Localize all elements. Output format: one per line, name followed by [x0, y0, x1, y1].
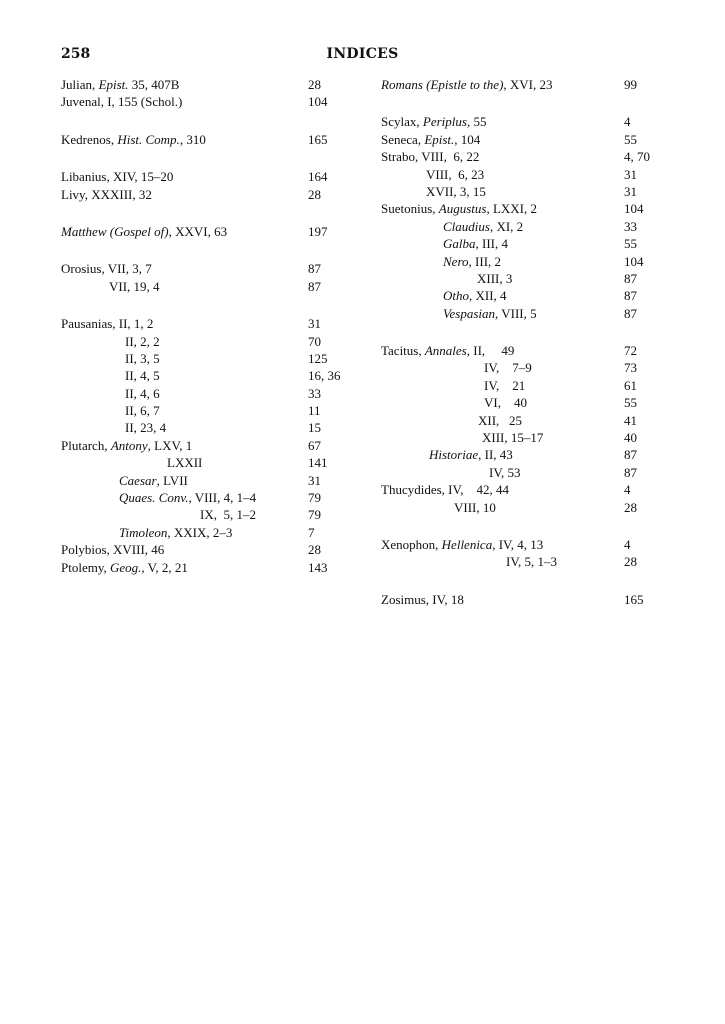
index-entry-page: 165: [308, 131, 328, 147]
index-entry-page: 4: [624, 114, 631, 130]
index-entry-page: 61: [624, 377, 637, 393]
index-entry: [381, 218, 671, 235]
index-entry-reference: Galba, III, 4: [443, 236, 508, 252]
index-entry-page: 87: [624, 305, 637, 321]
index-entry-page: 33: [624, 218, 637, 234]
index-entry-page: 165: [624, 591, 644, 607]
index-entry-page: 104: [624, 201, 644, 217]
index-entry-reference: Polybios, XVIII, 46: [61, 542, 165, 558]
index-entry: [61, 506, 361, 523]
index-entry-reference: IV, 21: [484, 377, 526, 393]
index-entry-reference: II, 4, 5: [125, 368, 160, 384]
index-entry-page: 28: [308, 186, 321, 202]
index-entry: [381, 591, 671, 608]
index-entry: [61, 524, 361, 541]
index-entry: [381, 148, 671, 165]
index-entry: [381, 166, 671, 183]
index-entry: [381, 412, 671, 429]
index-entry: [381, 499, 671, 516]
index-entry-reference: VII, 19, 4: [109, 278, 160, 294]
index-entry: [381, 270, 671, 287]
index-entry-page: 55: [624, 131, 637, 147]
index-entry-page: 31: [308, 472, 321, 488]
index-entry: [381, 76, 671, 93]
index-entry-reference: Plutarch, Antony, LXV, 1: [61, 437, 193, 453]
index-entry-page: 55: [624, 236, 637, 252]
index-entry-reference: Timoleon, XXIX, 2–3: [119, 524, 233, 540]
index-column-left: [61, 76, 361, 576]
index-entry-page: 99: [624, 77, 637, 92]
index-entry-reference: Livy, XXXIII, 32: [61, 186, 152, 202]
index-entry-page: 67: [308, 437, 321, 453]
index-entry-reference: Nero, III, 2: [443, 253, 502, 269]
entry-gap: [381, 571, 671, 591]
index-entry-page: 72: [624, 343, 637, 359]
index-entry: [61, 278, 361, 295]
entry-gap: [61, 148, 361, 168]
index-entry: [381, 305, 671, 322]
index-entry-page: 79: [308, 507, 321, 523]
entry-gap: [381, 93, 671, 113]
index-entry-reference: Caesar, LVII: [119, 472, 188, 488]
index-entry: [61, 385, 361, 402]
index-entry-page: 15: [308, 420, 321, 436]
index-entry: [61, 315, 361, 332]
index-entry-page: 31: [624, 183, 637, 199]
page-title: INDICES: [326, 46, 399, 62]
index-entry-reference: Quaes. Conv., VIII, 4, 1–4: [119, 490, 257, 506]
index-entry-reference: IV, 7–9: [484, 360, 532, 376]
index-entry-page: 87: [624, 447, 637, 463]
index-entry: [61, 350, 361, 367]
index-entry: [61, 223, 361, 240]
index-entry-reference: XIII, 3: [477, 270, 513, 286]
index-entry-page: 7: [308, 524, 315, 540]
index-entry: [61, 437, 361, 454]
index-entry-page: 164: [308, 169, 328, 185]
index-entry: [381, 429, 671, 446]
index-entry: [61, 472, 361, 489]
index-entry-page: 141: [308, 455, 328, 471]
index-entry-reference: Libanius, XIV, 15–20: [61, 169, 174, 185]
index-entry-reference: II, 3, 5: [125, 350, 160, 366]
index-entry: [61, 168, 361, 185]
index-entry-reference: XIII, 15–17: [482, 430, 544, 446]
index-entry: [381, 553, 671, 570]
index-entry: [61, 333, 361, 350]
index-entry: [381, 359, 671, 376]
index-entry-page: 28: [308, 77, 321, 92]
index-entry-page: 4: [624, 536, 631, 552]
index-entry-reference: Thucydides, IV, 42, 44: [381, 482, 509, 498]
index-entry-page: 143: [308, 559, 328, 575]
index-entry-page: 28: [624, 499, 637, 515]
index-entry: [381, 394, 671, 411]
index-entry-page: 16, 36: [308, 368, 341, 384]
index-entry: [61, 131, 361, 148]
index-entry: [381, 131, 671, 148]
index-entry-page: 31: [624, 166, 637, 182]
index-column-right: [381, 76, 671, 608]
index-entry: [381, 446, 671, 463]
index-entry: [61, 260, 361, 277]
index-entry-page: 55: [624, 395, 637, 411]
index-entry-reference: Matthew (Gospel of), XXVI, 63: [61, 223, 228, 239]
index-entry-page: 197: [308, 223, 328, 239]
index-entry: [381, 287, 671, 304]
index-entry: [381, 342, 671, 359]
entry-gap: [381, 322, 671, 342]
index-entry: [61, 419, 361, 436]
index-entry-reference: VIII, 10: [454, 499, 496, 515]
index-entry-reference: IX, 5, 1–2: [200, 507, 256, 523]
index-entry-reference: XVII, 3, 15: [426, 183, 486, 199]
index-entry-page: 87: [624, 464, 637, 480]
index-entry-reference: Zosimus, IV, 18: [381, 591, 464, 607]
index-entry-page: 87: [624, 270, 637, 286]
index-entry-reference: Seneca, Epist., 104: [381, 131, 481, 147]
index-entry-page: 79: [308, 490, 321, 506]
index-entry-page: 87: [308, 261, 321, 277]
index-entry-page: 31: [308, 316, 321, 332]
index-entry-reference: Otho, XII, 4: [443, 288, 507, 304]
index-entry-reference: Pausanias, II, 1, 2: [61, 316, 154, 332]
index-entry: [381, 113, 671, 130]
index-entry-page: 87: [624, 288, 637, 304]
index-entry-page: 125: [308, 350, 328, 366]
index-entry: [61, 93, 361, 110]
index-entry-page: 104: [624, 253, 644, 269]
index-entry-reference: XII, 25: [478, 412, 523, 428]
index-entry-page: 28: [624, 554, 637, 570]
index-entry: [61, 559, 361, 576]
page-number: 258: [61, 46, 91, 62]
index-entry-reference: Scylax, Periplus, 55: [381, 114, 487, 130]
index-entry: [61, 76, 361, 93]
index-entry-reference: Tacitus, Annales, II, 49: [381, 343, 515, 359]
index-entry: [381, 200, 671, 217]
index-entry-reference: Romans (Epistle to the), XVI, 23: [381, 77, 553, 92]
index-entry-reference: II, 4, 6: [125, 385, 160, 401]
index-entry-reference: VIII, 6, 23: [426, 166, 485, 182]
entry-gap: [381, 516, 671, 536]
index-entry-page: 104: [308, 94, 328, 110]
index-entry: [61, 367, 361, 384]
entry-gap: [61, 111, 361, 131]
index-entry: [61, 186, 361, 203]
index-entry-reference: Xenophon, Hellenica, IV, 4, 13: [381, 536, 544, 552]
index-entry-page: 4, 70: [624, 149, 650, 165]
index-entry-page: 11: [308, 403, 321, 419]
index-entry-page: 73: [624, 360, 637, 376]
index-entry-reference: Julian, Epist. 35, 407B: [61, 77, 180, 92]
index-entry: [381, 235, 671, 252]
index-entry-reference: Ptolemy, Geog., V, 2, 21: [61, 559, 188, 575]
index-entry-reference: Strabo, VIII, 6, 22: [381, 149, 480, 165]
entry-gap: [61, 203, 361, 223]
index-entry: [61, 454, 361, 471]
index-entry-reference: LXXII: [167, 455, 203, 471]
index-entry-reference: Kedrenos, Hist. Comp., 310: [61, 131, 206, 147]
index-entry-reference: Juvenal, I, 155 (Schol.): [61, 94, 183, 110]
index-entry: [61, 541, 361, 558]
index-entry-reference: II, 6, 7: [125, 403, 160, 419]
index-entry-page: 87: [308, 278, 321, 294]
index-entry: [381, 481, 671, 498]
index-entry: [381, 377, 671, 394]
index-entry: [61, 489, 361, 506]
index-entry-reference: Vespasian, VIII, 5: [443, 305, 537, 321]
entry-gap: [61, 295, 361, 315]
index-entry-reference: Historiae, II, 43: [429, 447, 513, 463]
index-entry-reference: Claudius, XI, 2: [443, 218, 524, 234]
index-entry: [381, 183, 671, 200]
index-entry: [381, 464, 671, 481]
index-entry-reference: II, 23, 4: [125, 420, 167, 436]
index-entry: [381, 253, 671, 270]
index-entry-reference: II, 2, 2: [125, 333, 160, 349]
index-entry-reference: IV, 5, 1–3: [506, 554, 558, 570]
index-entry-reference: Suetonius, Augustus, LXXI, 2: [381, 201, 538, 217]
index-entry-page: 40: [624, 430, 637, 446]
index-entry-page: 33: [308, 385, 321, 401]
index-entry-page: 28: [308, 542, 321, 558]
index-entry: [381, 536, 671, 553]
index-entry-page: 4: [624, 482, 631, 498]
index-entry-page: 70: [308, 333, 321, 349]
index-entry: [61, 402, 361, 419]
index-entry-reference: Orosius, VII, 3, 7: [61, 261, 152, 277]
index-entry-reference: VI, 40: [484, 395, 527, 411]
index-entry-page: 41: [624, 412, 637, 428]
entry-gap: [61, 240, 361, 260]
index-entry-reference: IV, 53: [489, 464, 521, 480]
